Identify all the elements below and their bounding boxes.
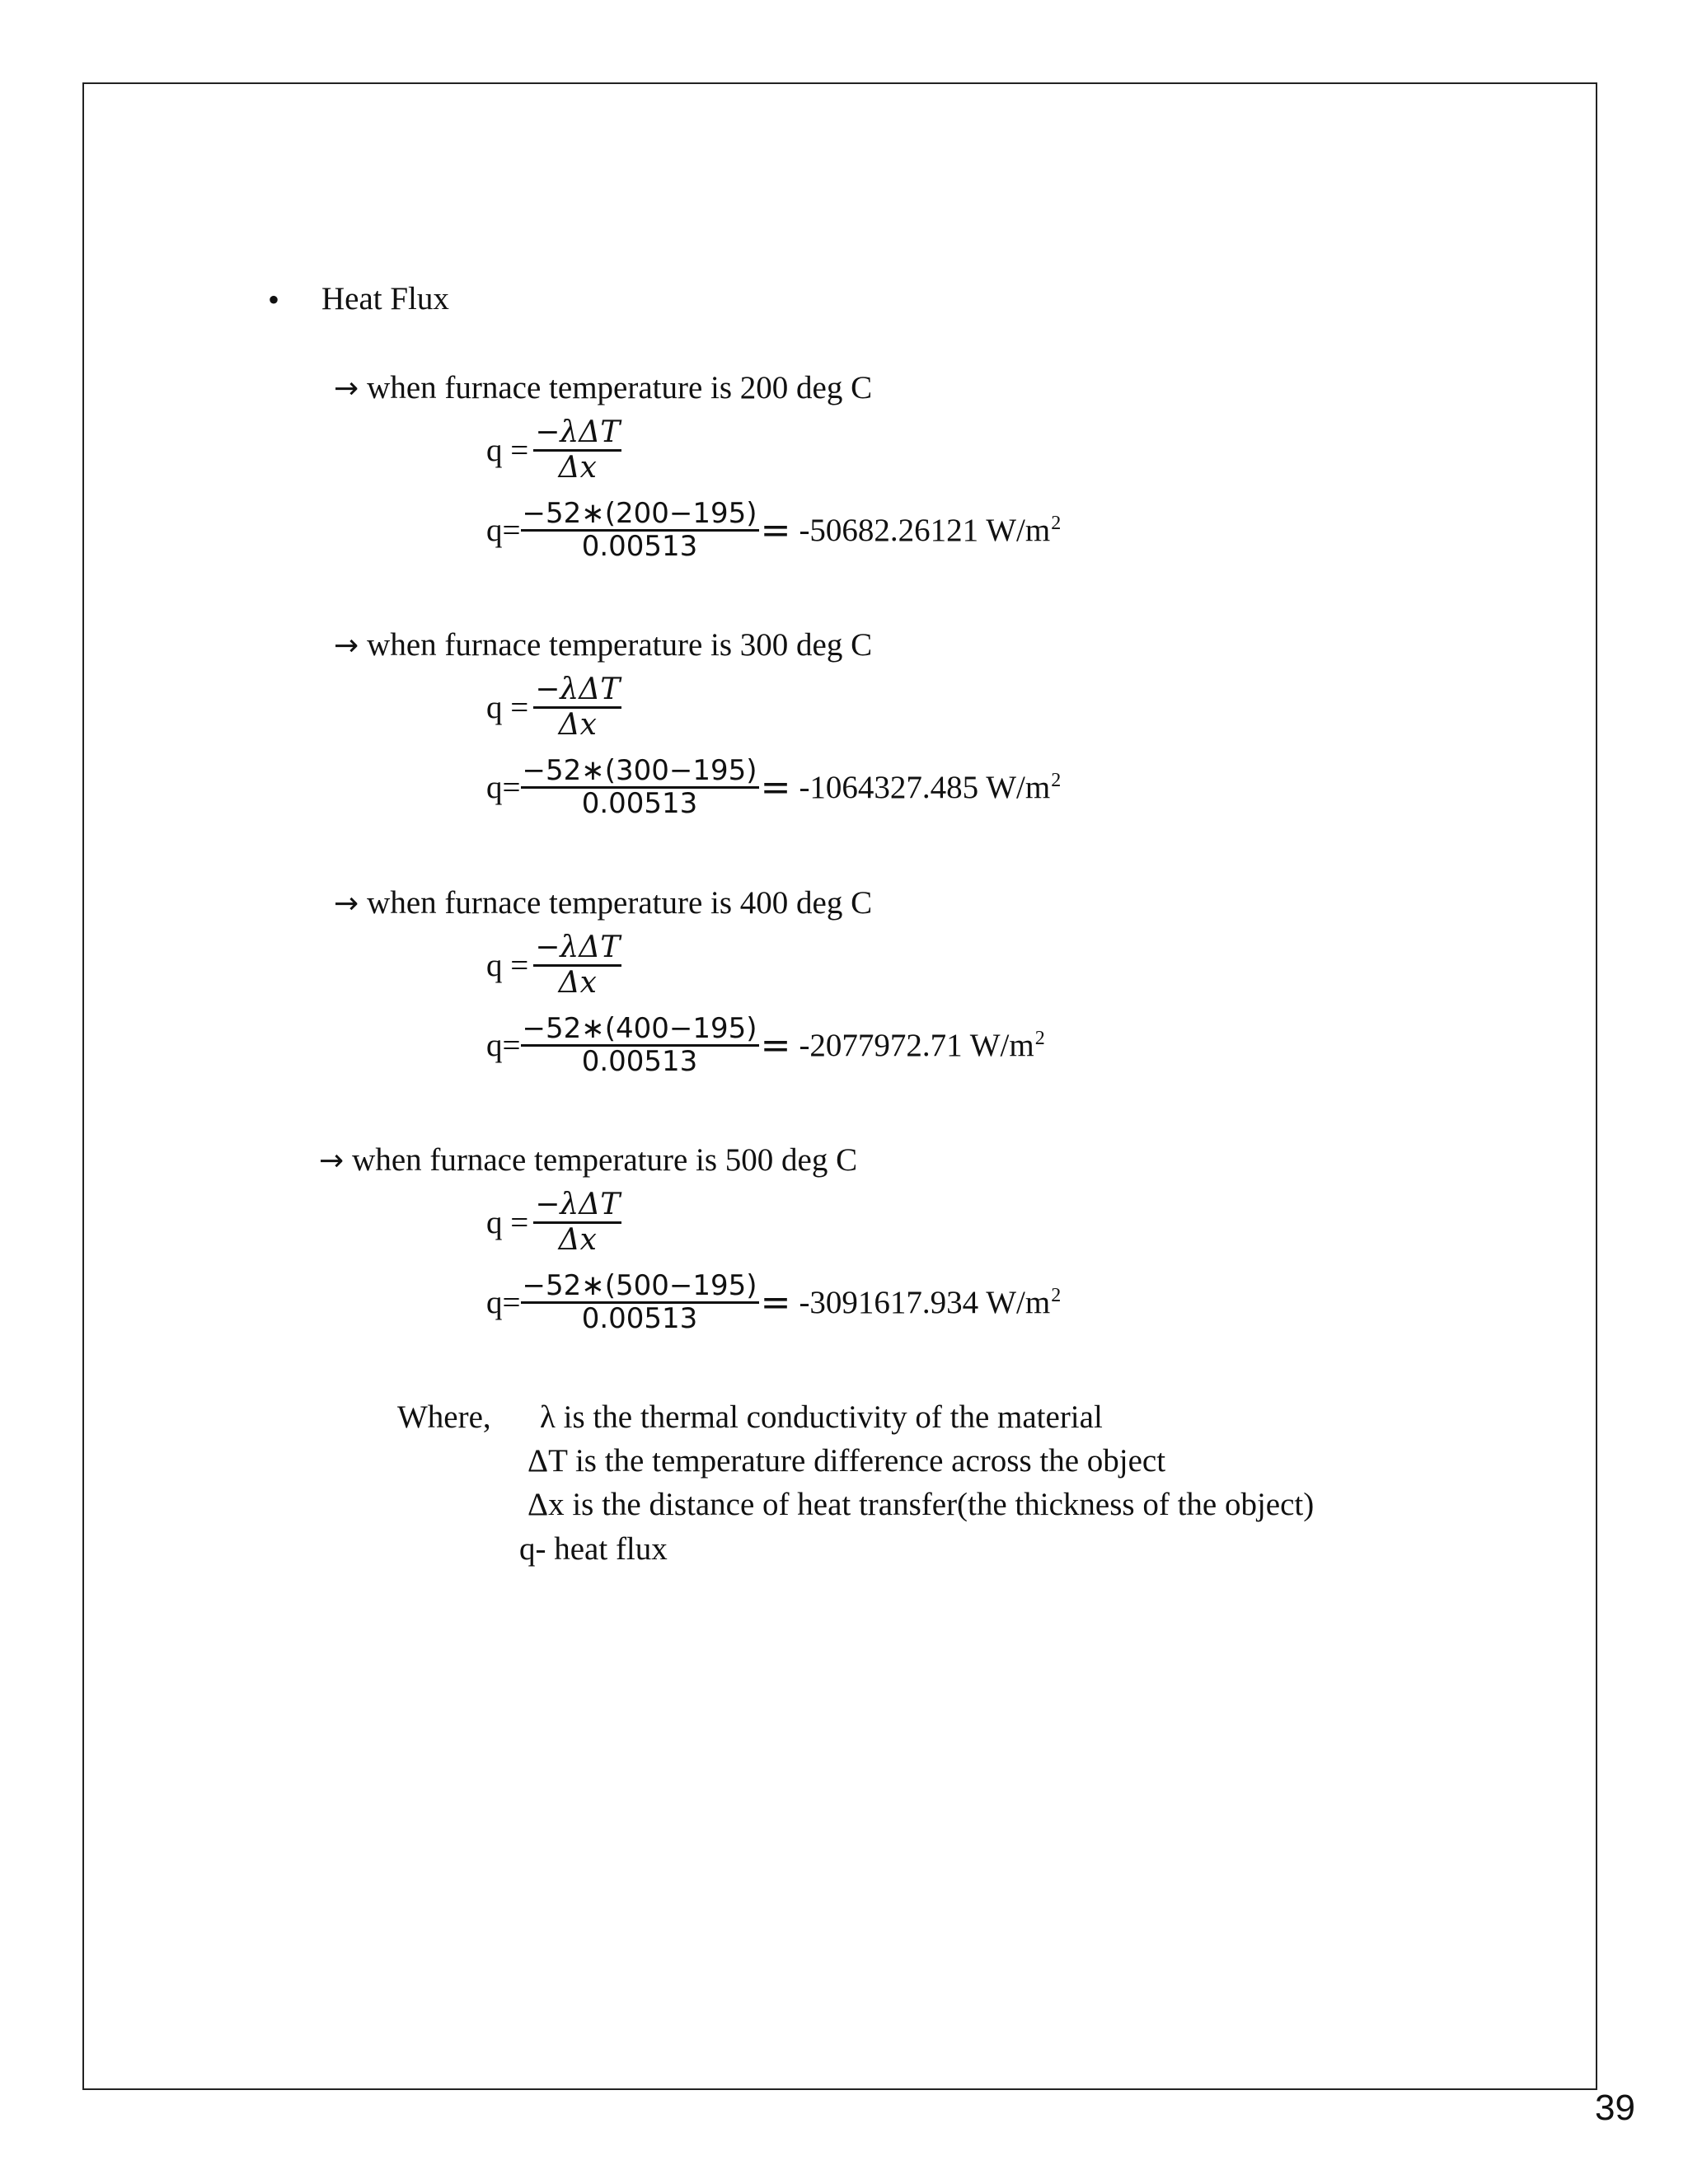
unit-exponent: 2 <box>1051 513 1062 535</box>
substituted-equation <box>486 756 1061 820</box>
definitions-label: Where, <box>397 1399 491 1435</box>
unit-exponent: 2 <box>1051 770 1062 792</box>
general-formula <box>486 1188 621 1256</box>
definition-delta-t: ΔT is the temperature difference across the object <box>528 1443 1166 1479</box>
formula-fraction <box>533 416 621 484</box>
substituted-equation <box>486 1271 1061 1335</box>
case-heading-text: when furnace temperature is 500 deg C <box>352 1142 858 1178</box>
general-formula <box>486 931 621 999</box>
section-title: Heat Flux <box>321 281 449 316</box>
case-heading <box>334 884 872 921</box>
formula-lhs: q = <box>486 432 529 468</box>
equals-sign: = <box>760 766 791 809</box>
case-heading-text: when furnace temperature is 300 deg C <box>367 627 873 663</box>
formula-fraction <box>533 1188 621 1256</box>
equals-sign: = <box>760 1282 791 1324</box>
bullet-icon: • <box>268 281 280 318</box>
arrow-right-icon: → <box>334 372 359 405</box>
arrow-right-icon: → <box>334 887 359 921</box>
equation-fraction <box>521 1014 759 1078</box>
equation-lhs: q= <box>486 770 521 806</box>
formula-numerator: −λΔT <box>535 1188 621 1221</box>
formula-fraction <box>533 931 621 999</box>
general-formula <box>486 673 621 741</box>
equals-sign: = <box>760 1024 791 1067</box>
equation-numerator: −52∗(200−195) <box>522 497 757 530</box>
equation-denominator: 0.00513 <box>581 530 698 564</box>
formula-lhs: q = <box>486 1204 529 1240</box>
equation-lhs: q= <box>486 1285 521 1321</box>
case-heading-text: when furnace temperature is 200 deg C <box>367 370 873 405</box>
case-heading <box>319 1141 857 1179</box>
equation-lhs: q= <box>486 513 521 549</box>
formula-denominator: Δx <box>558 1222 597 1257</box>
equation-fraction <box>521 1271 759 1335</box>
case-heading <box>334 626 872 663</box>
formula-lhs: q = <box>486 689 529 725</box>
case-heading <box>334 369 872 406</box>
equation-denominator: 0.00513 <box>581 1302 698 1336</box>
formula-numerator: −λΔT <box>535 673 621 706</box>
equation-result: -1064327.485 $W/m^2$ <box>799 770 1062 806</box>
equation-numerator: −52∗(500−195) <box>522 1269 757 1302</box>
definition-lambda: λ is the thermal conductivity of the material <box>540 1399 1103 1435</box>
equation-fraction <box>521 499 759 563</box>
arrow-right-icon: → <box>334 629 359 663</box>
formula-lhs: q = <box>486 947 529 983</box>
equation-result: -3091617.934 $W/m^2$ <box>799 1285 1062 1321</box>
formula-numerator: −λΔT <box>535 930 621 964</box>
substituted-equation <box>486 1014 1045 1078</box>
equation-result: -2077972.71 $W/m^2$ <box>799 1028 1045 1064</box>
case-heading-text: when furnace temperature is 400 deg C <box>367 885 873 921</box>
formula-denominator: Δx <box>558 707 597 742</box>
formula-fraction <box>533 673 621 741</box>
equation-result: -50682.26121 $W/m^2$ <box>799 513 1062 549</box>
equation-lhs: q= <box>486 1028 521 1064</box>
arrow-right-icon: → <box>319 1144 345 1178</box>
substituted-equation <box>486 499 1061 563</box>
formula-numerator: −λΔT <box>535 415 621 449</box>
unit-exponent: 2 <box>1051 1285 1062 1307</box>
page-number: 39 <box>1595 2088 1635 2128</box>
equation-fraction <box>521 756 759 820</box>
equation-denominator: 0.00513 <box>581 787 698 821</box>
equation-denominator: 0.00513 <box>581 1045 698 1079</box>
equation-numerator: −52∗(300−195) <box>522 754 757 787</box>
unit-exponent: 2 <box>1034 1028 1045 1050</box>
definition-delta-x: Δx is the distance of heat transfer(the thickness of the object) <box>528 1487 1315 1522</box>
equals-sign: = <box>760 509 791 552</box>
definition-q: q- heat flux <box>519 1531 668 1567</box>
formula-denominator: Δx <box>558 450 597 485</box>
formula-denominator: Δx <box>558 965 597 1000</box>
general-formula <box>486 416 621 484</box>
equation-numerator: −52∗(400−195) <box>522 1012 757 1045</box>
